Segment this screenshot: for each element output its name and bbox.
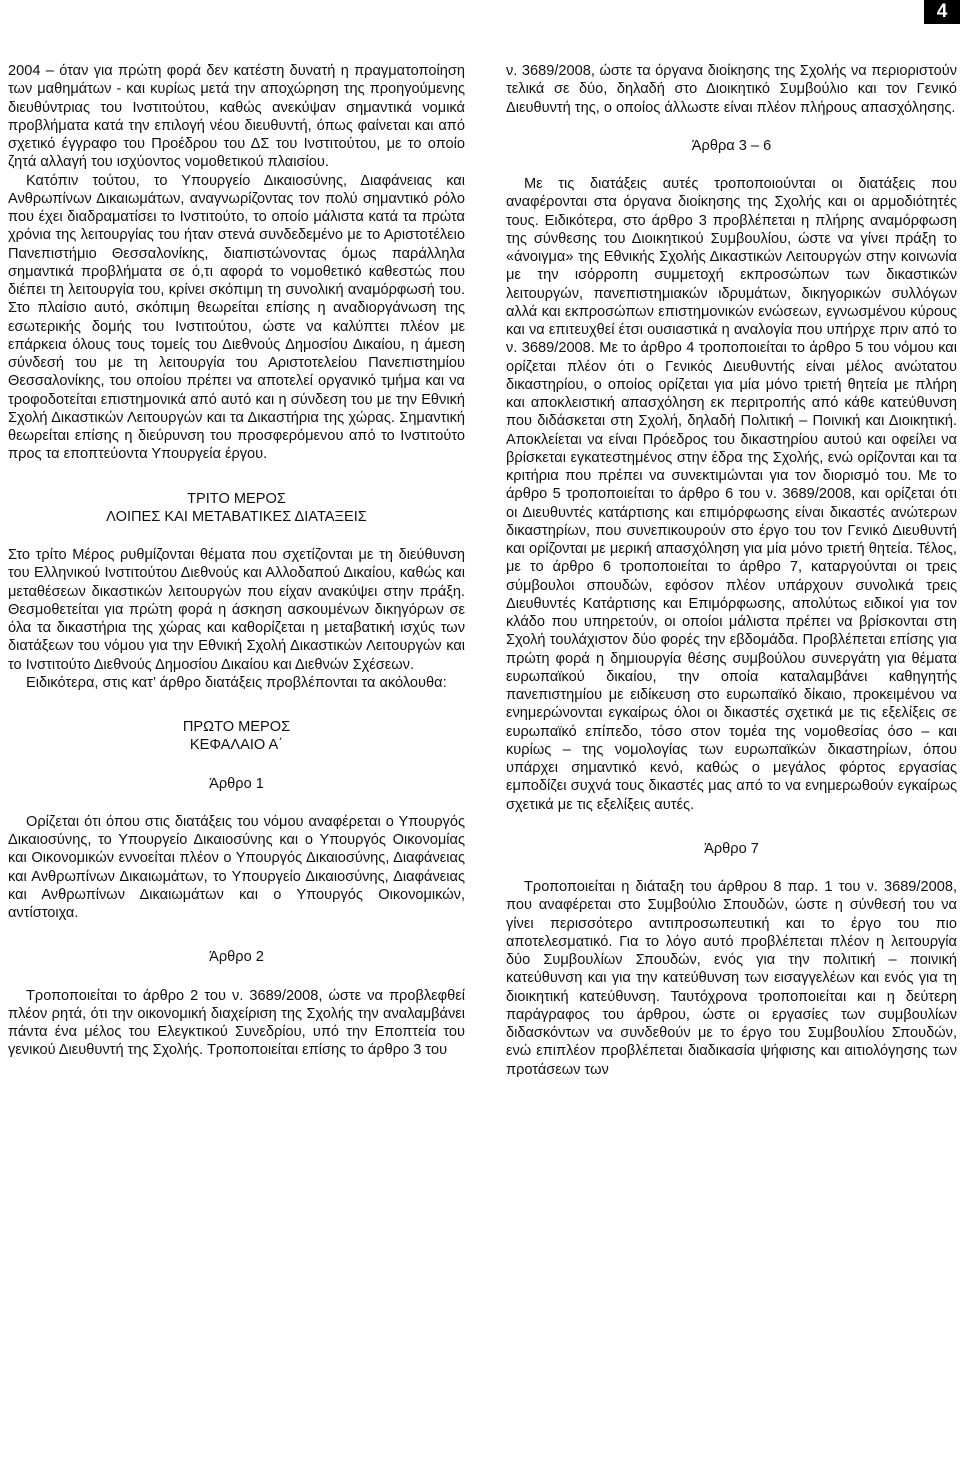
part3-title: ΤΡΙΤΟ ΜΕΡΟΣ (187, 490, 286, 507)
page-number: 4 (924, 0, 960, 24)
article1-title: Άρθρο 1 (209, 775, 264, 792)
left-paragraph-4: Ειδικότερα, στις κατ’ άρθρο διατάξεις προβλέπονται τα ακόλουθα: (26, 674, 447, 691)
part1-title: ΠΡΩΤΟ ΜΕΡΟΣ (182, 719, 291, 735)
right-column (506, 62, 957, 1079)
chapter-title: ΚΕΦΑΛΑΙΟ Α΄ (189, 737, 284, 754)
left-paragraph-2: Κατόπιν τούτου, το Υπουργείο Δικαιοσύνης, Διαφάνειας και Ανθρωπίνων Δικαιωμάτων, αναγνωρίζοντας τον πολύ σημαντικό ρόλο που έχει διαδραματίσει το Ινστιτούτο, το οποίο μάλιστα κατά τα πρώτα χρόνια της λειτουργίας του ήταν στενά συνδεδεμένο με το Αριστοτέλειο Πανεπιστήμιο Θεσσαλονίκης, διαπιστώνοντας όμως παράλληλα σημαντικά προβλήματα σε ό,τι αφορά το νομοθετικό καθεστώς που διέπει τη λειτουργία του, κρίνει σκόπιμη τη συνολική αναμόρφωσή του. Στο πλαίσιο αυτό, σκόπιμη θεωρείται επίσης η αναδιοργάνωση της εσωτερικής δομής του Ινστιτούτου, ώστε να καλύπτει πλέον με επάρκεια όλους τους τομείς του Διεθνούς Δημοσίου Δικαίου, η άμεση σύνδεσή του με τη λειτουργία του Αριστοτελείου Πανεπιστημίου Θεσσαλονίκης, του οποίου πρέπει να αποτελεί οργανικό τμήμα και να τροφοδοτείται επιστημονικά από αυτό και η σύνδεση του με την Εθνική Σχολή Δικαστικών Λειτουργών και τα Δικαστήρια της χώρας. Σημαντική θεωρείται επίσης η διεύρυνση του προσφερόμενου από το Ινστιτούτο προς τα εποπτεύοντα Υπουργεία έργου. (8, 172, 465, 463)
article3-6-title: Άρθρα 3 – 6 (691, 137, 772, 154)
part3-subtitle: ΛΟΙΠΕΣ ΚΑΙ ΜΕΤΑΒΑΤΙΚΕΣ ΔΙΑΤΑΞΕΙΣ (106, 508, 367, 525)
left-column (8, 62, 465, 1060)
left-paragraph-3: Στο τρίτο Μέρος ρυθμίζονται θέματα που σχετίζονται με τη διεύθυνση του Ελληνικού Ινστιτούτου Διεθνούς και Αλλοδαπού Δικαίου, καθώς και μεταθέσεων δικαστικών λειτουργών που είχαν ανακύψει στην πράξη. Θεσμοθετείται για πρώτη φορά η άσκηση ασκουμένων δικηγόρων σε όλα τα δικαστήρια της χώρας και καθορίζεται η μεταβατική ισχύς των διατάξεων του νόμου για την Εθνική Σχολή Δικαστικών Λειτουργών και το Ινστιτούτο Διεθνούς Δημοσίου Δικαίου και Διεθνών Σχέσεων. (8, 547, 465, 673)
right-paragraph-3: Τροποποιείται η διάταξη του άρθρου 8 παρ. 1 του ν. 3689/2008, που αναφέρεται στο Συμβούλιο Σπουδών, ώστε η σύνθεσή του να γίνει περισσότερο αντιπροσωπευτική και το έργο του πιο αποτελεσματικό. Για το λόγο αυτό προβλέπεται πλέον η λειτουργία δύο Συμβουλίων Σπουδών, ενός για την πολιτική – ποινική κατεύθυνση και για την κατεύθυνση των εισαγγελέων και ενός για τη διοικητική κατεύθυνση. Ταυτόχρονα τροποποιείται και η δεύτερη παράγραφος του άρθρου, ώστε οι εργασίες των συμβουλίων διδασκόντων να συνδεθούν με το έργο του Συμβουλίου Σπουδών, ενώ επιπλέον προβλέπεται διαδικασία ψήφισης και αιτιολόγησης των προτάσεων των (506, 879, 957, 1078)
left-paragraph-1: 2004 – όταν για πρώτη φορά δεν κατέστη δυνατή η πραγματοποίηση των μαθημάτων - και κυρίως μετά την αποχώρηση της προηγούμενης διευθύντριας του Ινστιτούτου, καθώς ανεκύψαν σημαντικά νομικά προβλήματα κατά την επιλογή νέου διευθυντή, όπως φαίνεται και από σχετικό έγγραφο του Προέδρου του ΔΣ του Ινστιτούτου, με το οποίο ζητά αλλαγή του ισχύοντος νομοθετικού πλαισίου. (8, 63, 465, 171)
left-paragraph-6: Τροποποιείται το άρθρο 2 του ν. 3689/2008, ώστε να προβλεφθεί πλέον ρητά, ότι την οικονομική διαχείριση της Σχολής την αναλαμβάνει πάντα ένα μέλος του Ελεγκτικού Συνεδρίου, υπό την Εποπτεία του γενικού Διευθυντή της Σχολής. Τροποποιείται επίσης το άρθρο 3 του (8, 987, 465, 1059)
article7-title: Άρθρο 7 (704, 840, 759, 857)
left-paragraph-5: Ορίζεται ότι όπου στις διατάξεις του νόμου αναφέρεται ο Υπουργός Δικαιοσύνης, το Υπουργείο Δικαιοσύνης και ο Υπουργός Οικονομίας και Οικονομικών εννοείται πλέον ο Υπουργός Δικαιοσύνης, Διαφάνειας και Ανθρωπίνων Δικαιωμάτων, το Υπουργείο Δικαιοσύνης, Διαφάνειας και Ανθρωπίνων Δικαιωμάτων και ο Υπουργός Οικονομικών, αντίστοιχα. (8, 813, 465, 921)
right-paragraph-2: Με τις διατάξεις αυτές τροποποιούνται οι διατάξεις που αναφέρονται στα όργανα διοίκησης της Σχολής και οι αρμοδιότητές τους. Ειδικότερα, στο άρθρο 3 προβλέπεται η πλήρης αναμόρφωση της σύνθεσης του Διοικητικού Συμβουλίου, ώστε να γίνει πράξη το «άνοιγμα» της Εθνικής Σχολής Δικαστικών Λειτουργών στην κοινωνία με την ισόρροπη συμμετοχή εκπροσώπων των δικαστικών λειτουργών, πανεπιστημιακών ιδρυμάτων, δικηγορικών συλλόγων αλλά και εκπροσώπων επιστημονικών ενώσεων, εγνωσμένου κύρους και να επιτευχθεί έτσι ουσιαστικά η αναλογία που υπήρχε πριν από το ν. 3689/2008. Με το άρθρο 4 τροποποιείται το άρθρο 5 του νόμου και ορίζεται πλέον ότι ο Γενικός Διευθυντής είναι μέλος ανώτατου δικαστηρίου, ο οποίος ορίζεται για μία μόνο τριετή θητεία με πλήρη και αποκλειστική απασχόληση εκ περιτροπής από κάθε κατεύθυνση που διδάσκεται στη Σχολή, δηλαδή Πολιτική – Ποινική και Διοικητική. Αποκλείεται να είναι Πρόεδρος του δικαστηρίου αυτού και οφείλει να βρίσκεται εγκατεστημένος στην έδρα της Σχολής, ενώ ορίζονται και τα κριτήρια που πρέπει να συνεκτιμώνται για τον διορισμό του. Με το άρθρο 5 τροποποιείται το άρθρο 6 του ν. 3689/2008, και ορίζεται ότι οι Διευθυντές κατάρτισης και επιμόρφωσης είναι δικαστές ανώτερων δικαστηρίων, που συνεπικουρούν στο έργο του τον Γενικό Διευθυντή και ορίζονται με μερική απασχόληση για μία μόνο τριετή θητεία. Τέλος, με το άρθρο 6 τροποποιείται το άρθρο 7, καταργούνται οι τρεις σύμβουλοι σπουδών, εφόσον πλέον υπάρχουν συνολικά τρεις Διευθυντές Κατάρτισης και Επιμόρφωσης, απολύτως ειδικοί για τον κλάδο που υπηρετούν, οι οποίοι μάλιστα πρέπει να βρίσκονται στη Σχολή τουλάχιστον δύο φορές την εβδομάδα. Προβλέπεται επίσης για πρώτη φορά η δημιουργία θέσης συμβούλου συνεργάτη για θέματα ευρωπαϊκού δικαίου, την οποία καταλαμβάνει καθηγητής πανεπιστημίου με ειδίκευση στο ευρωπαϊκό δίκαιο, προκειμένου να ενημερώνονται εγκαίρως όλοι οι δικαστές σχετικά με τις εξελίξεις σε ευρωπαϊκό επίπεδο, τόσο στον τομέα της νομοθεσίας όσο – και κυρίως – της νομολογίας των ευρωπαϊκών δικαστηρίων, όπου υπάρχει σημαντικό κενό, καθώς ο μεγάλος φόρτος εργασίας εμποδίζει συχνά τους δικαστές μας από το να ενημερωθούν εγκαίρως σχετικά με τις εξελίξεις αυτές. (506, 176, 957, 813)
article2-title: Άρθρο 2 (209, 949, 264, 966)
right-paragraph-1: ν. 3689/2008, ώστε τα όργανα διοίκησης της Σχολής να περιοριστούν τελικά σε δύο, δηλαδή στο Διοικητικό Συμβούλιο και τον Γενικό Διευθυντή της, ο οποίος άλλωστε είναι πλέον πλήρους απασχόλησης. (506, 63, 957, 116)
